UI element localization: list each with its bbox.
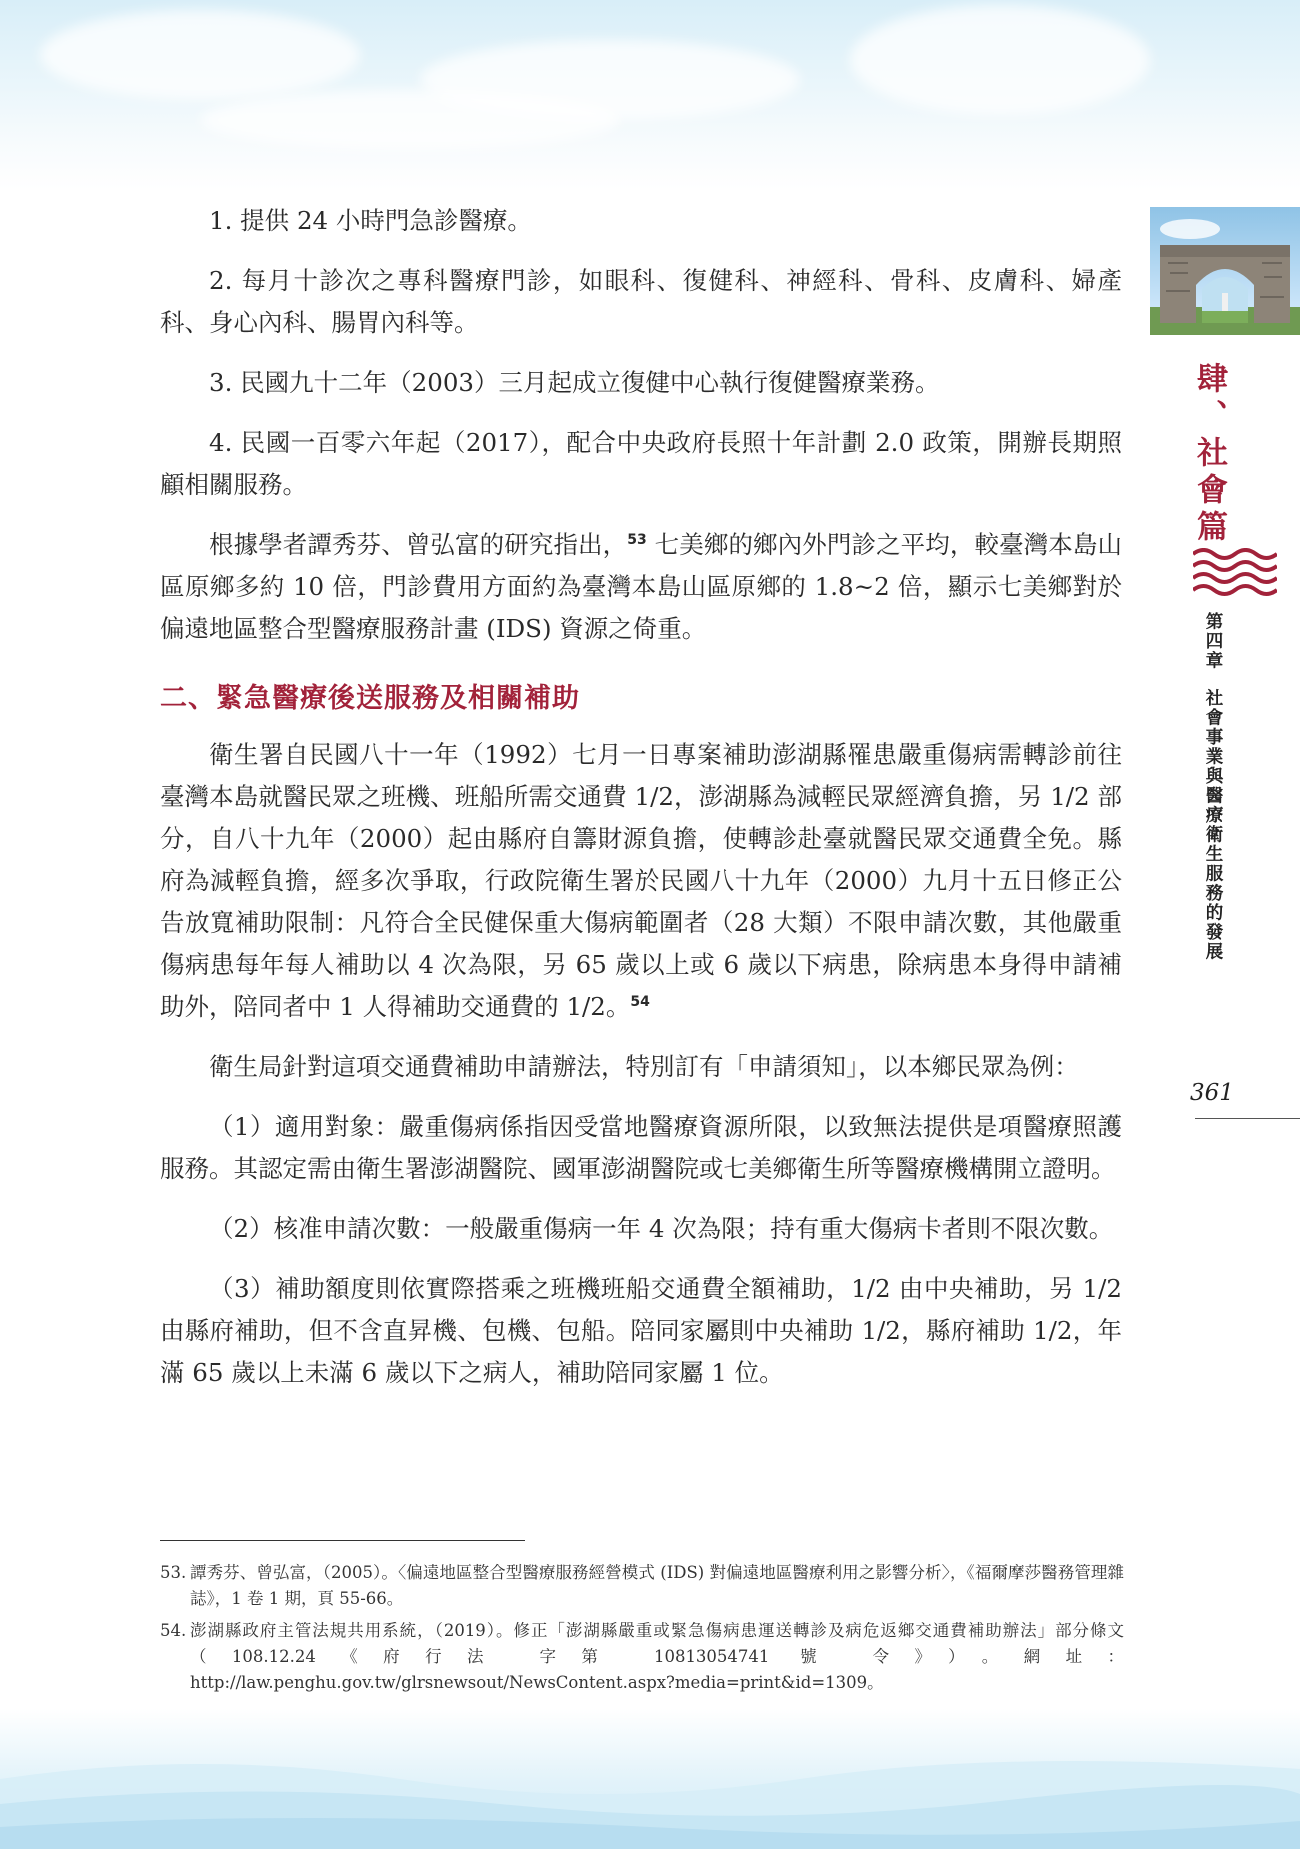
wave-ornament-icon xyxy=(1193,548,1277,598)
list-item: 2. 每月十診次之專科醫療門診，如眼科、復健科、神經科、骨科、皮膚科、婦產科、身心內科、腸胃內科等。 xyxy=(160,266,1122,337)
subsidy-paragraph xyxy=(160,734,1122,1028)
main-text xyxy=(160,200,1122,1412)
list-item: 3. 民國九十二年（2003）三月起成立復健中心執行復健醫療業務。 xyxy=(209,368,940,397)
footnote-number: 53. xyxy=(160,1563,187,1582)
section-title-vertical: 肆、社會篇 xyxy=(1191,362,1227,547)
list-item: 4. 民國一百零六年起（2017），配合中央政府長照十年計劃 2.0 政策，開辦長期照顧相關服務。 xyxy=(160,428,1122,499)
notice-intro: 衛生局針對這項交通費補助申請辦法，特別訂有「申請須知」，以本鄉民眾為例： xyxy=(209,1052,1079,1081)
footnotes xyxy=(160,1560,1124,1702)
section-heading: 二、緊急醫療後送服務及相關補助 xyxy=(160,683,580,714)
notice-item: （1）適用對象：嚴重傷病係指因受當地醫療資源所限，以致無法提供是項醫療照護服務。其認定需由衛生署澎湖醫院、國軍澎湖醫院或七美鄉衛生所等醫療機構開立證明。 xyxy=(160,1112,1122,1183)
header-sky-background xyxy=(0,0,1300,190)
subsidy-text: 衛生署自民國八十一年（1992）七月一日專案補助澎湖縣罹患嚴重傷病需轉診前往臺灣本島就醫民眾之班機、班船所需交通費 1/2，澎湖縣為減輕民眾經濟負擔，另 1/2 部分，自八十九年（2000）起由縣府自籌財源負擔，使轉診赴臺就醫民眾交通費全免。縣府為減輕負擔，經多次爭取，行政院衛生署於民國八十九年（2000）九月十五日修正公告放寬補助限制：凡符合全民健保重大傷病範圍者（28 大類）不限申請次數，其他嚴重傷病患每年每人補助以 4 次為限，另 65 歲以上或 6 歲以下病患，除病患本身得申請補助外，陪同者中 1 人得補助交通費的 1/2。 xyxy=(160,740,1122,1021)
footnote-text: 澎湖縣政府主管法規共用系統，（2019）。修正「澎湖縣嚴重或緊急傷病患運送轉診及病危返鄉交通費補助辦法」部分條文（108.12.24《府行法 字第 10813054741 號 令》）。網址：http://law.penghu.gov.tw/glrsnewsout/NewsContent.aspx?media=print&id=1309。 xyxy=(190,1621,1124,1692)
stone-gate-photo xyxy=(1150,207,1300,335)
notice-item: （2）核准申請次數：一般嚴重傷病一年 4 次為限；持有重大傷病卡者則不限次數。 xyxy=(209,1214,1114,1243)
footnote xyxy=(160,1560,1124,1612)
footnote-divider xyxy=(160,1540,525,1541)
page-number: 361 xyxy=(1190,1080,1234,1106)
chapter-label: 第四章 xyxy=(1203,612,1223,671)
chapter-title: 社會事業與醫療衛生服務的發展 xyxy=(1203,688,1223,962)
research-paragraph xyxy=(160,524,1122,650)
list-item: 1. 提供 24 小時門急診醫療。 xyxy=(209,206,532,235)
chapter-heading-vertical xyxy=(1196,612,1230,962)
footnote-text: 譚秀芬、曾弘富，（2005）。〈偏遠地區整合型醫療服務經營模式 (IDS) 對偏遠地區醫療利用之影響分析〉，《福爾摩莎醫務管理雜誌》，1 卷 1 期，頁 55-66。 xyxy=(190,1563,1124,1608)
footer-wave-background xyxy=(0,1709,1300,1849)
footnote-ref-53: 53 xyxy=(627,531,647,548)
footnote-number: 54. xyxy=(160,1621,187,1640)
notice-item: （3）補助額度則依實際搭乘之班機班船交通費全額補助，1/2 由中央補助，另 1/2 由縣府補助，但不含直昇機、包機、包船。陪同家屬則中央補助 1/2，縣府補助 1/2，年滿 65 歲以上未滿 6 歲以下之病人，補助陪同家屬 1 位。 xyxy=(160,1274,1122,1387)
page-number-rule xyxy=(1195,1118,1300,1119)
footnote-ref-54: 54 xyxy=(630,993,650,1010)
research-text-end: 七美鄉的鄉內外門診之平均，較臺灣本島山區原鄉多約 10 倍，門診費用方面約為臺灣本島山區原鄉的 1.8~2 倍，顯示七美鄉對於偏遠地區整合型醫療服務計畫 (IDS) 資源之倚重。 xyxy=(160,530,1122,643)
research-text-start: 根據學者譚秀芬、曾弘富的研究指出， xyxy=(209,530,628,559)
footnote xyxy=(160,1618,1124,1696)
